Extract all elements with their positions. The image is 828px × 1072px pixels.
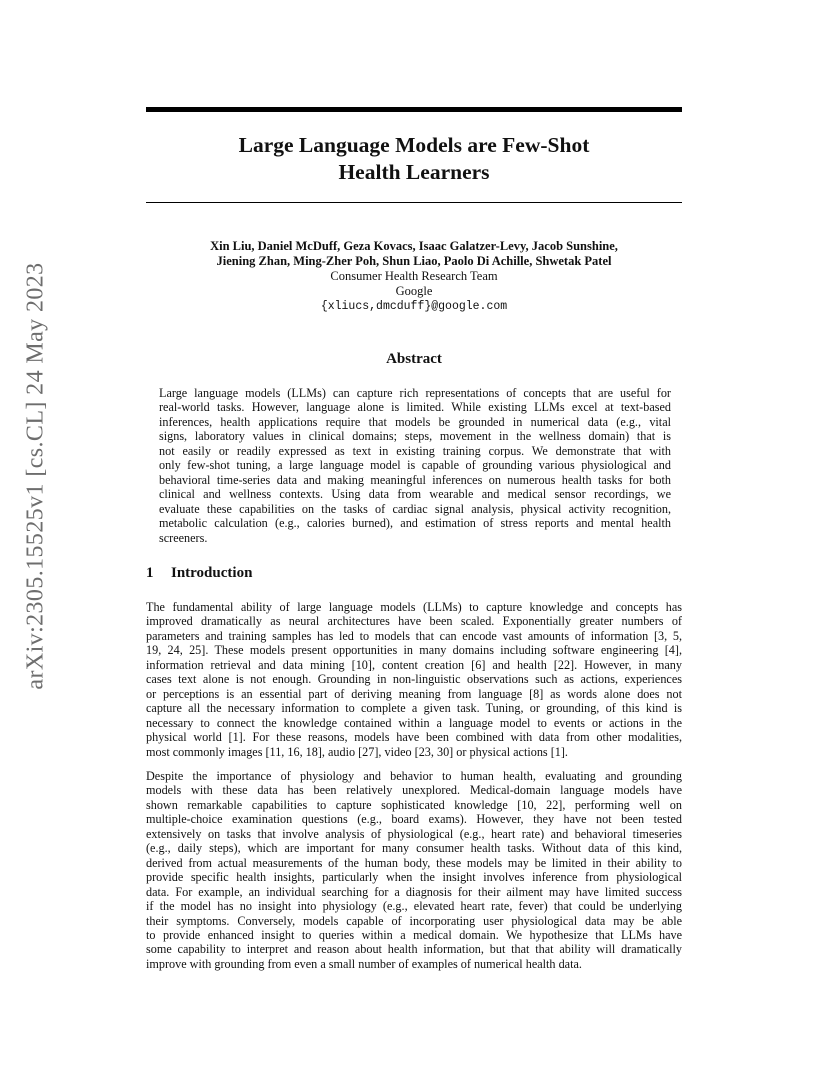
- paragraph-line: multiple-choice examination questions (e.g., board exams). However, they have not been tested: [146, 812, 682, 827]
- abstract-heading: Abstract: [386, 351, 442, 367]
- abstract-body: [159, 386, 671, 545]
- abstract-line: evaluate these capabilities on the tasks of cardiac signal analysis, physical activity recognition,: [159, 501, 671, 516]
- paragraph-line: The fundamental ability of large language models (LLMs) to capture knowledge and concepts has: [146, 600, 682, 614]
- paragraph-line: extensively on tasks that involve analysis of physiological (e.g., heart rate) and behavioral timeseries: [146, 826, 682, 841]
- paragraph-line: improve with grounding from even a small number of examples of numerical health data.: [146, 956, 582, 971]
- abstract-line: only few-shot tuning, a large language model is capable of grounding various physiological and: [159, 458, 671, 473]
- paragraph-line: parameters and training samples has led to models that can encode vast amounts of information [3, 5,: [146, 628, 682, 643]
- title-line-2: Health Learners: [338, 160, 490, 184]
- paragraph-line: improved dramatically as neural architectures have been scaled. Exponentially greater numbers of: [146, 614, 682, 629]
- affiliation: Google: [395, 284, 433, 298]
- abstract-line: metabolic calculation (e.g., calories burned), and estimation of stress reports and mental health: [159, 516, 671, 531]
- team-name: Consumer Health Research Team: [330, 269, 498, 283]
- paragraph-line: to provide enhanced insight to queries within a medical domain. We hypothesize that LLMs have: [146, 927, 682, 942]
- author-names-line-1: Xin Liu, Daniel McDuff, Geza Kovacs, Isaac Galatzer-Levy, Jacob Sunshine,: [210, 239, 618, 253]
- author-block: [146, 239, 682, 314]
- intro-paragraph-2: [146, 769, 682, 971]
- paragraph-line: provide specific health insights, particularly when the insight involves inference from physiological: [146, 870, 682, 885]
- paragraph-line: physical world [1]. For these reasons, models have been combined with data from other modalities,: [146, 730, 682, 745]
- paragraph-line: Despite the importance of physiology and behavior to human health, evaluating and grounding: [146, 769, 682, 783]
- arxiv-id-text: arXiv:2305.15525v1 [cs.CL] 24 May 2023: [22, 262, 49, 690]
- paragraph-line: necessary to connect the knowledge contained within a language model to events or actions in the: [146, 715, 682, 730]
- paragraph-line: most commonly images [11, 16, 18], audio [27], video [23, 30] or physical actions [1].: [146, 744, 568, 759]
- abstract-line: clinical and wellness contexts. Using data from wearable and medical sensor recordings, we: [159, 487, 671, 502]
- abstract-line: Large language models (LLMs) can capture rich representations of concepts that are useful for: [159, 386, 671, 400]
- paragraph-line: 19, 24, 25]. These models present opportunities in many domains including software engineering [4],: [146, 643, 682, 658]
- abstract-line: real-world tasks. However, language alone is limited. While existing LLMs excel at text-based: [159, 400, 671, 415]
- author-names-line-2: Jiening Zhan, Ming-Zher Poh, Shun Liao, Paolo Di Achille, Shwetak Patel: [216, 254, 612, 268]
- intro-paragraph-1: [146, 600, 682, 759]
- section-number: 1: [146, 565, 154, 581]
- abstract-line: inferences, health applications require that models be grounded in numerical data (e.g., vital: [159, 414, 671, 429]
- paragraph-line: (e.g., daily steps), which are important for many consumer health tasks. Without data of this kind,: [146, 841, 682, 856]
- section-heading-introduction: [146, 565, 252, 582]
- abstract-line: not easily or readily expressed as text in existing training corpus. We demonstrate that with: [159, 443, 671, 458]
- title-top-rule: [146, 107, 682, 112]
- paragraph-line: if the model has no insight into physiology (e.g., elevated heart rate, fever) that could be underlying: [146, 899, 682, 914]
- paragraph-line: shown remarkable capabilities to capture sophisticated knowledge [10, 22], performing well on: [146, 797, 682, 812]
- section-title: Introduction: [171, 565, 253, 581]
- paragraph-line: cases text alone is not enough. Grounding in non-linguistic observations such as actions, experiences: [146, 672, 682, 687]
- paragraph-line: their symptoms. Conversely, models capable of incorporating user physiological data may be able: [146, 913, 682, 928]
- author-email: {xliucs,dmcduff}@google.com: [320, 300, 508, 313]
- paper-title: [146, 132, 682, 186]
- paragraph-line: some capability to interpret and reason about health information, but that that ability will dramatically: [146, 942, 682, 957]
- title-bottom-rule: [146, 202, 682, 203]
- paragraph-line: or perceptions is an essential part of deriving meaning from language [8] as words alone does not: [146, 686, 682, 701]
- paragraph-line: derived from actual measurements of the human body, these models may be limited in their ability to: [146, 855, 682, 870]
- abstract-line: behavioral time-series data and making meaningful inferences on numerous health tasks for both: [159, 472, 671, 487]
- paragraph-line: information retrieval and data mining [10], content creation [6] and health [22]. However, in many: [146, 657, 682, 672]
- paragraph-line: models with these data has been relatively unexplored. Medical-domain language models have: [146, 783, 682, 798]
- abstract-line: signs, laboratory values in clinical domains; steps, movement in the wellness domain) that is: [159, 429, 671, 444]
- paragraph-line: capture all the necessary information to complete a given task. Tuning, or grounding, of this kind is: [146, 701, 682, 716]
- abstract-line: screeners.: [159, 530, 208, 545]
- title-line-1: Large Language Models are Few-Shot: [238, 133, 590, 157]
- arxiv-identifier-stamp: [22, 262, 50, 690]
- paragraph-line: data. For example, an individual searching for a diagnosis for their ailment may have limited success: [146, 884, 682, 899]
